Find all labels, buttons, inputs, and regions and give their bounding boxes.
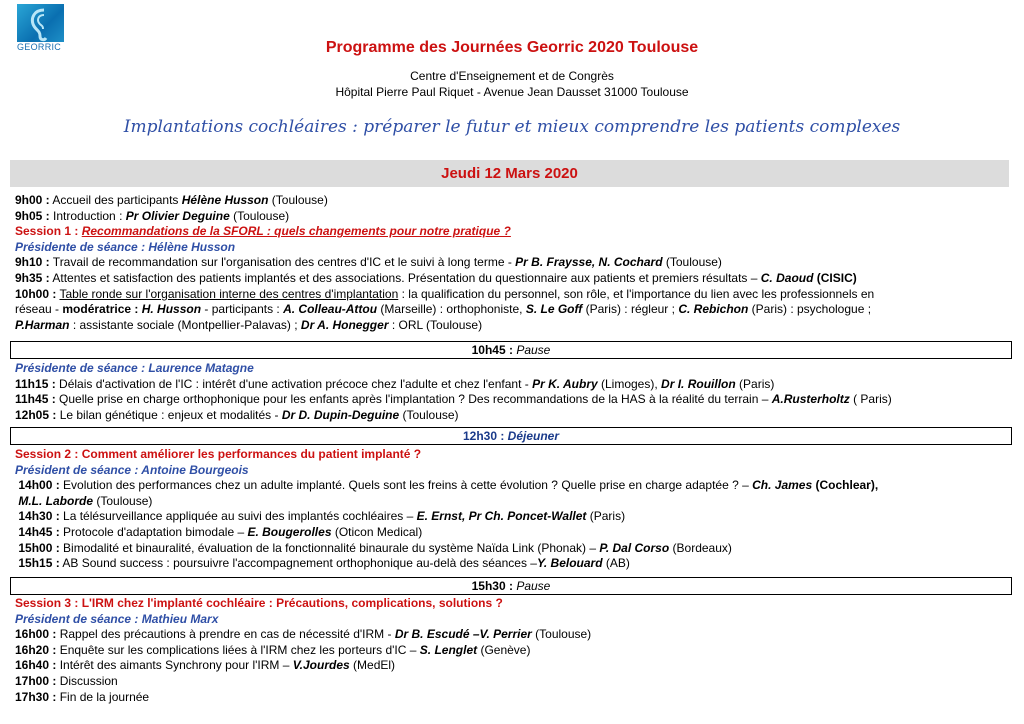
item-text: Fin de la journée <box>56 689 150 704</box>
speaker: Ch. James <box>752 478 813 493</box>
speaker: P.Harman <box>15 317 70 332</box>
text: : ORL (Toulouse) <box>388 317 483 332</box>
item-text: Intérêt des aimants Synchrony pour l'IRM – <box>56 658 293 673</box>
text: : assistante sociale (Montpellier-Palavas) ; <box>69 317 301 332</box>
speaker: H. Husson <box>141 302 202 317</box>
speaker: Dr B. Escudé –V. Perrier <box>394 627 532 642</box>
agenda-item <box>15 255 1015 271</box>
agenda-item <box>15 658 1015 674</box>
session-heading: Session 3 : L'IRM chez l'implanté cochléaire : Précautions, complications, solutions ? <box>15 596 503 610</box>
location: (CISIC) <box>813 270 857 285</box>
item-text: La télésurveillance appliquée au suivi des implantés cochléaires – <box>59 509 417 524</box>
speaker: P. Dal Corso <box>599 540 670 555</box>
item-text: Travail de recommandation sur l'organisation des centres d'IC et le suivi à long terme - <box>49 255 516 270</box>
location: (MedEl) <box>349 658 396 673</box>
agenda-item-continued <box>15 318 1015 334</box>
item-text: Protocole d'adaptation bimodale – <box>59 524 248 539</box>
location: (Toulouse) <box>229 208 290 223</box>
afternoon-block <box>15 447 1015 572</box>
moderator-label: modératrice : <box>62 302 142 317</box>
ear-icon <box>26 6 56 42</box>
speaker: Hélène Husson <box>181 193 269 207</box>
location: (Toulouse) <box>93 493 153 508</box>
time: 15h30 : <box>471 579 513 593</box>
agenda-item <box>15 690 1015 706</box>
venue-line-1: Centre d'Enseignement et de Congrès <box>410 69 614 83</box>
time: 10h45 : <box>471 343 513 357</box>
location: (Toulouse) <box>662 255 722 270</box>
chair-line: Présidente de séance : Laurence Matagne <box>15 361 254 375</box>
speaker: Y. Belouard <box>536 556 603 571</box>
location: (Oticon Medical) <box>331 524 423 539</box>
item-text: Attentes et satisfaction des patients implantés et des associations. Présentation du questionnaire aux patients et premiers résultats – <box>49 270 761 285</box>
chair-line: Président de séance : Antoine Bourgeois <box>15 462 249 477</box>
round-table-title: Table ronde sur l'organisation interne des centres d'implantation <box>59 286 399 301</box>
agenda-item <box>15 408 1015 424</box>
time: 14h45 : <box>18 524 60 539</box>
time: 17h00 : <box>15 673 57 688</box>
agenda-item <box>15 509 1015 525</box>
item-text: Introduction : <box>49 208 126 223</box>
chair-line: Présidente de séance : Hélène Husson <box>15 239 236 254</box>
location: (Paris) <box>735 376 775 391</box>
event-theme: Implantations cochléaires : préparer le futur et mieux comprendre les patients complexes <box>123 117 901 137</box>
lunch-label: Déjeuner <box>507 429 560 443</box>
item-text: Discussion <box>56 673 118 688</box>
chair-line: Président de séance : Mathieu Marx <box>15 611 219 626</box>
text: (Paris) : psychologue ; <box>748 302 872 317</box>
break-label: Pause <box>516 343 551 357</box>
speaker: Dr I. Rouillon <box>661 376 736 391</box>
session-prefix: Session 1 : <box>15 224 82 239</box>
agenda-item <box>15 287 1015 303</box>
location: (Bordeaux) <box>669 540 732 555</box>
item-text: Rappel des précautions à prendre en cas de nécessité d'IRM - <box>56 627 395 642</box>
item-text: Le bilan génétique : enjeux et modalités - <box>56 407 282 422</box>
time: 17h30 : <box>15 689 57 704</box>
agenda-item <box>15 627 1015 643</box>
text: réseau - <box>15 302 63 317</box>
speaker: Dr D. Dupin-Deguine <box>281 407 400 422</box>
page-title: Programme des Journées Georric 2020 Toulouse <box>325 39 699 56</box>
agenda-item <box>15 209 1015 225</box>
lunch-row <box>10 427 1012 445</box>
speaker: C. Daoud <box>760 270 814 285</box>
location: (Toulouse) <box>268 193 328 207</box>
agenda-item <box>15 556 1015 572</box>
venue-line-2: Hôpital Pierre Paul Riquet - Avenue Jean Dausset 31000 Toulouse <box>335 85 689 99</box>
morning-block <box>15 193 1015 333</box>
time: 9h00 : <box>15 193 50 207</box>
time: 11h45 : <box>15 392 56 407</box>
agenda-item-continued <box>15 302 1015 318</box>
evening-block <box>15 596 1015 705</box>
location: (Genève) <box>477 642 531 657</box>
late-morning-block <box>15 361 1015 423</box>
item-text: Enquête sur les complications liées à l'IRM chez les porteurs d'IC – <box>56 642 420 657</box>
agenda-item <box>15 271 1015 287</box>
agenda-item <box>15 377 1015 393</box>
speaker: A. Colleau-Attou <box>283 302 378 317</box>
speaker: S. Lenglet <box>419 642 478 657</box>
time: 12h30 : <box>462 429 505 443</box>
session-heading: Session 2 : Comment améliorer les performances du patient implanté ? <box>15 447 422 461</box>
time: 16h00 : <box>15 627 57 642</box>
time: 16h20 : <box>15 642 57 657</box>
speaker: S. Le Goff <box>525 302 583 317</box>
time: 12h05 : <box>15 407 57 422</box>
agenda-item <box>15 643 1015 659</box>
agenda-item <box>15 541 1015 557</box>
text: (Paris) : régleur ; <box>582 302 679 317</box>
session-title: Recommandations de la SFORL : quels changements pour notre pratique ? <box>81 224 511 239</box>
text: (Marseille) : orthophoniste, <box>377 302 526 317</box>
location: (Limoges), <box>597 376 662 391</box>
time: 14h00 : <box>18 478 60 493</box>
time: 11h15 : <box>15 376 56 391</box>
text: - participants : <box>201 302 284 317</box>
agenda-item <box>15 525 1015 541</box>
speaker: Pr B. Fraysse, N. Cochard <box>515 255 663 270</box>
speaker: C. Rebichon <box>678 302 749 317</box>
item-text: Quelle prise en charge orthophonique pour les enfants après l'implantation ? Des recommandations de la HAS à la réalité du terrain – <box>55 392 772 407</box>
time: 9h35 : <box>15 270 50 285</box>
location: (Toulouse) <box>399 407 459 422</box>
agenda-item <box>15 674 1015 690</box>
day-heading: Jeudi 12 Mars 2020 <box>10 160 1009 187</box>
item-text: Bimodalité et binauralité, évaluation de la fonctionnalité binaurale du système Naïda Link (Phonak) – <box>59 540 600 555</box>
speaker: Pr K. Aubry <box>532 376 598 391</box>
agenda-item-continued <box>15 494 1015 510</box>
item-text: AB Sound success : poursuivre l'accompagnement orthophonique au-delà des séances – <box>59 556 537 571</box>
time: 9h05 : <box>15 208 50 223</box>
location: (Cochlear), <box>812 478 879 493</box>
speaker: M.L. Laborde <box>18 493 94 508</box>
agenda-item <box>15 478 1015 494</box>
break-row <box>10 341 1012 359</box>
location: (Paris) <box>586 509 626 524</box>
time: 15h15 : <box>18 556 60 571</box>
speaker: E. Bougerolles <box>247 524 332 539</box>
location: (AB) <box>602 556 630 571</box>
georric-logo <box>17 4 64 42</box>
time: 10h00 : <box>15 286 57 301</box>
speaker: V.Jourdes <box>292 658 350 673</box>
speaker: Pr Olivier Deguine <box>125 208 230 223</box>
item-text: Evolution des performances chez un adulte implanté. Quels sont les freins à cette évolution ? Quelle prise en charge adaptée ? – <box>59 478 753 493</box>
break-row <box>10 577 1012 595</box>
logo-label: GEORRIC <box>17 42 62 52</box>
session-heading <box>15 224 1015 240</box>
break-label: Pause <box>516 579 551 593</box>
time: 14h30 : <box>18 509 60 524</box>
speaker: Dr A. Honegger <box>300 317 389 332</box>
time: 15h00 : <box>18 540 60 555</box>
speaker: E. Ernst, Pr Ch. Poncet-Wallet <box>416 509 587 524</box>
agenda-item <box>15 392 1015 408</box>
speaker: A.Rusterholtz <box>771 392 850 407</box>
location: (Toulouse) <box>531 627 592 642</box>
item-text: Accueil des participants <box>49 193 182 207</box>
agenda-item <box>15 193 1015 209</box>
location: ( Paris) <box>849 392 892 407</box>
item-text: Délais d'activation de l'IC : intérêt d'une activation précoce chez l'adulte et chez l'enfant - <box>55 376 533 391</box>
item-text: : la qualification du personnel, son rôle, et l'importance du lien avec les professionnels en <box>398 286 875 301</box>
time: 9h10 : <box>15 255 50 270</box>
time: 16h40 : <box>15 658 57 673</box>
